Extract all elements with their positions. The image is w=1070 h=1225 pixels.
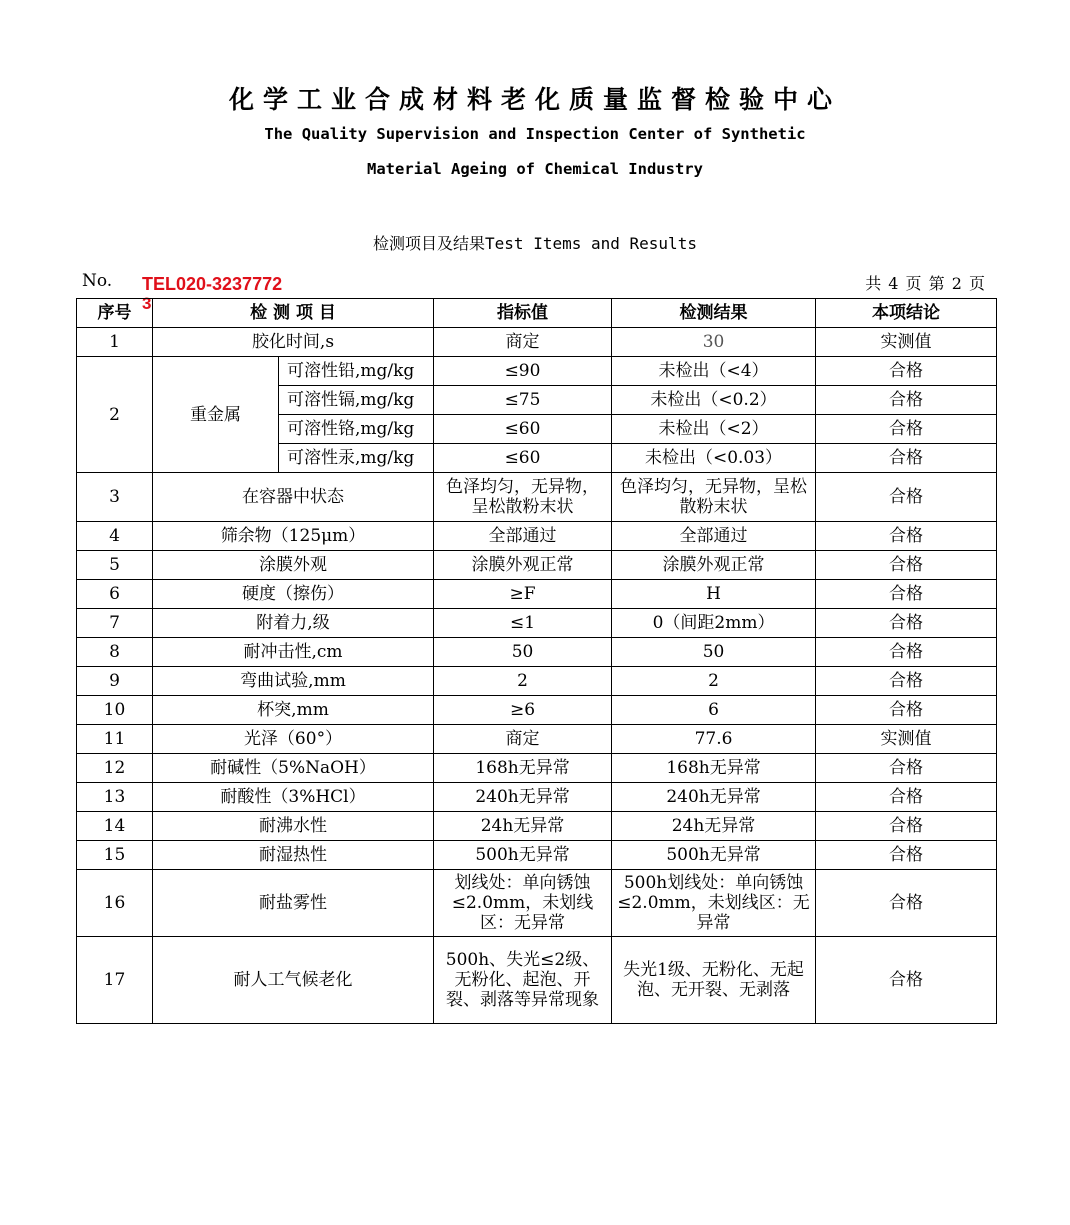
results-table (76, 298, 997, 1024)
row-result: 失光1级、无粉化、无起泡、无开裂、无剥落 (612, 937, 816, 1024)
row-no: 9 (77, 667, 153, 696)
table-row (77, 937, 997, 1024)
row-no: 7 (77, 609, 153, 638)
row-result: 未检出（<0.03） (612, 444, 816, 473)
row-result: 30 (612, 328, 816, 357)
row-no: 5 (77, 551, 153, 580)
row-no: 2 (77, 357, 153, 473)
row-conclusion: 合格 (816, 841, 997, 870)
row-item: 耐酸性（3%HCl） (153, 783, 434, 812)
row-conclusion: 合格 (816, 415, 997, 444)
row-standard: 商定 (434, 725, 612, 754)
tel-line2: 3 (142, 294, 152, 313)
row-standard: 涂膜外观正常 (434, 551, 612, 580)
row-no: 15 (77, 841, 153, 870)
table-row (77, 609, 997, 638)
row-item: 光泽（60°） (153, 725, 434, 754)
row-standard: 168h无异常 (434, 754, 612, 783)
report-title-cn: 化学工业合成材料老化质量监督检验中心 (228, 85, 841, 114)
table-row (77, 522, 997, 551)
report-number-label: No. (82, 271, 113, 291)
row-item: 筛余物（125μm） (153, 522, 434, 551)
row-result: 500h无异常 (612, 841, 816, 870)
tel-line1: TEL020-3237772 (142, 274, 283, 294)
page-info: 共 4 页 第 2 页 (865, 274, 986, 293)
row-conclusion: 合格 (816, 522, 997, 551)
row-standard: ≤75 (434, 386, 612, 415)
row-no: 14 (77, 812, 153, 841)
row-result: 50 (612, 638, 816, 667)
row-subitem: 可溶性铅,mg/kg (279, 357, 434, 386)
row-conclusion: 合格 (816, 937, 997, 1024)
row-standard: 全部通过 (434, 522, 612, 551)
row-item: 弯曲试验,mm (153, 667, 434, 696)
col-header-standard: 指标值 (434, 299, 612, 328)
row-item: 耐人工气候老化 (153, 937, 434, 1024)
row-subitem: 可溶性汞,mg/kg (279, 444, 434, 473)
row-result: 500h划线处：单向锈蚀≤2.0mm，未划线区：无异常 (612, 870, 816, 937)
row-result: 6 (612, 696, 816, 725)
row-standard: 划线处：单向锈蚀≤2.0mm，未划线区：无异常 (434, 870, 612, 937)
row-conclusion: 合格 (816, 870, 997, 937)
table-row (77, 812, 997, 841)
row-subitem: 可溶性镉,mg/kg (279, 386, 434, 415)
col-header-no: 序号 (77, 299, 153, 328)
row-conclusion: 合格 (816, 667, 997, 696)
row-item: 胶化时间,s (153, 328, 434, 357)
row-standard: 色泽均匀，无异物，呈松散粉末状 (434, 473, 612, 522)
row-conclusion: 实测值 (816, 328, 997, 357)
table-header-row (77, 299, 997, 328)
table-row (77, 667, 997, 696)
table-row (77, 841, 997, 870)
row-conclusion: 合格 (816, 357, 997, 386)
row-result: 2 (612, 667, 816, 696)
row-no: 6 (77, 580, 153, 609)
row-standard: ≥6 (434, 696, 612, 725)
table-row (77, 580, 997, 609)
table-row (77, 638, 997, 667)
row-item: 附着力,级 (153, 609, 434, 638)
row-standard: 500h、失光≤2级、无粉化、起泡、开裂、剥落等异常现象 (434, 937, 612, 1024)
row-result: 168h无异常 (612, 754, 816, 783)
row-conclusion: 合格 (816, 638, 997, 667)
row-result: 未检出（<4） (612, 357, 816, 386)
table-row (77, 473, 997, 522)
row-conclusion: 合格 (816, 783, 997, 812)
row-result: H (612, 580, 816, 609)
row-standard: 商定 (434, 328, 612, 357)
row-result: 0（间距2mm） (612, 609, 816, 638)
row-item: 耐湿热性 (153, 841, 434, 870)
row-conclusion: 实测值 (816, 725, 997, 754)
row-conclusion: 合格 (816, 580, 997, 609)
row-result: 240h无异常 (612, 783, 816, 812)
table-row (77, 357, 997, 386)
row-result: 未检出（<0.2） (612, 386, 816, 415)
row-conclusion: 合格 (816, 473, 997, 522)
table-row (77, 551, 997, 580)
row-conclusion: 合格 (816, 609, 997, 638)
table-row (77, 725, 997, 754)
row-standard: ≤60 (434, 444, 612, 473)
row-no: 3 (77, 473, 153, 522)
row-conclusion: 合格 (816, 551, 997, 580)
row-no: 13 (77, 783, 153, 812)
row-conclusion: 合格 (816, 754, 997, 783)
row-standard: 24h无异常 (434, 812, 612, 841)
row-no: 16 (77, 870, 153, 937)
row-item: 耐冲击性,cm (153, 638, 434, 667)
table-row (77, 696, 997, 725)
row-subitem: 可溶性铬,mg/kg (279, 415, 434, 444)
section-subtitle: 检测项目及结果Test Items and Results (373, 234, 697, 253)
row-no: 11 (77, 725, 153, 754)
row-item: 耐碱性（5%NaOH） (153, 754, 434, 783)
col-header-conclusion: 本项结论 (816, 299, 997, 328)
row-no: 4 (77, 522, 153, 551)
row-standard: 240h无异常 (434, 783, 612, 812)
row-item: 在容器中状态 (153, 473, 434, 522)
row-item: 杯突,mm (153, 696, 434, 725)
col-header-item: 检 测 项 目 (153, 299, 434, 328)
row-no: 8 (77, 638, 153, 667)
row-conclusion: 合格 (816, 812, 997, 841)
report-title-en-line1: The Quality Supervision and Inspection Center of Synthetic (264, 125, 806, 143)
row-result: 全部通过 (612, 522, 816, 551)
row-no: 12 (77, 754, 153, 783)
col-header-result: 检测结果 (612, 299, 816, 328)
row-item: 耐盐雾性 (153, 870, 434, 937)
table-row (77, 783, 997, 812)
table-row (77, 328, 997, 357)
row-item: 硬度（擦伤） (153, 580, 434, 609)
row-no: 10 (77, 696, 153, 725)
row-no: 1 (77, 328, 153, 357)
row-item: 耐沸水性 (153, 812, 434, 841)
row-standard: 500h无异常 (434, 841, 612, 870)
row-group: 重金属 (153, 357, 279, 473)
row-standard: ≤90 (434, 357, 612, 386)
row-result: 色泽均匀，无异物，呈松散粉末状 (612, 473, 816, 522)
row-standard: 2 (434, 667, 612, 696)
row-conclusion: 合格 (816, 444, 997, 473)
row-standard: 50 (434, 638, 612, 667)
row-conclusion: 合格 (816, 696, 997, 725)
row-result: 77.6 (612, 725, 816, 754)
row-result: 涂膜外观正常 (612, 551, 816, 580)
table-row (77, 870, 997, 937)
row-no: 17 (77, 937, 153, 1024)
table-row (77, 754, 997, 783)
row-result: 24h无异常 (612, 812, 816, 841)
row-standard: ≤60 (434, 415, 612, 444)
row-conclusion: 合格 (816, 386, 997, 415)
report-title-en-line2: Material Ageing of Chemical Industry (367, 160, 703, 178)
row-item: 涂膜外观 (153, 551, 434, 580)
row-result: 未检出（<2） (612, 415, 816, 444)
row-standard: ≥F (434, 580, 612, 609)
row-standard: ≤1 (434, 609, 612, 638)
